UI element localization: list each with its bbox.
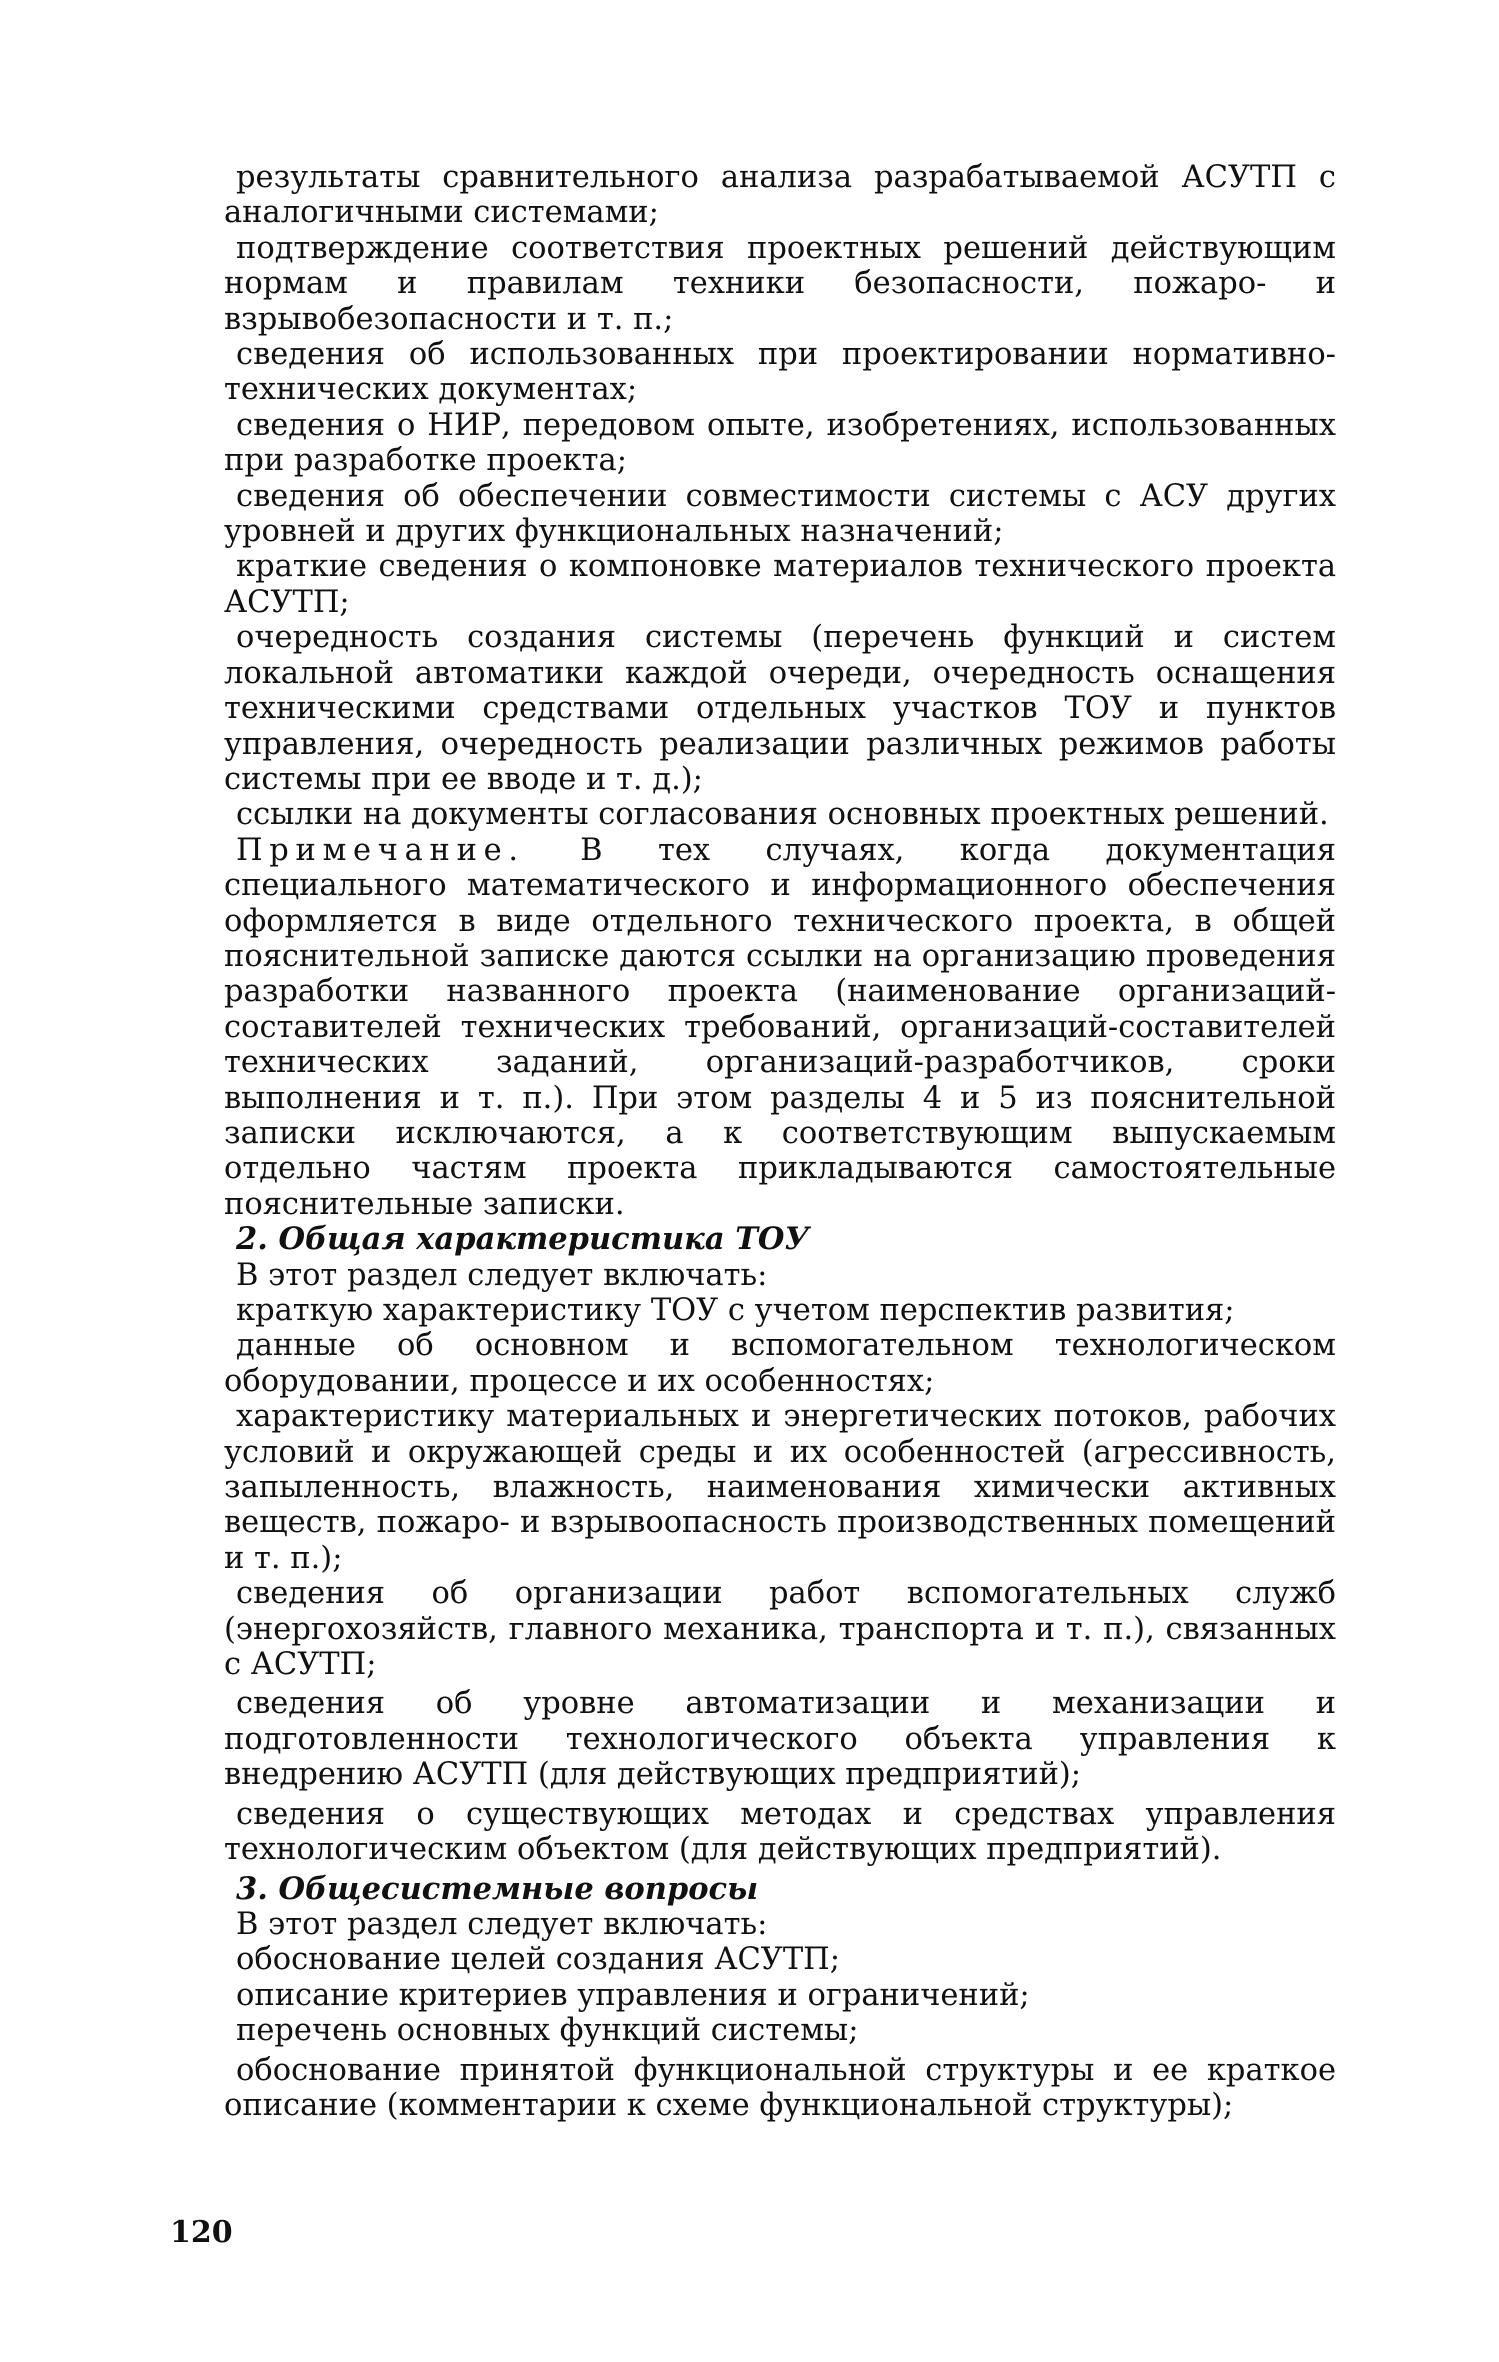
section-3-item: описание критериев управления и ограничений; <box>236 1977 1030 2013</box>
section-3-item: обоснование целей создания АСУТП; <box>236 1942 841 1978</box>
section-2-item: сведения об уровне автоматизации и механизации и подготовленности технологического объекта управления к внедрению АСУТП (для действующих предприятий); <box>224 1686 1336 1793</box>
section-3-item: перечень основных функций системы; <box>236 2013 859 2049</box>
note-text: В тех случаях, когда документация специального математического и информационного обеспечения оформляется в виде отдельного технического проекта, в общей пояснительной записке даются ссылки на организацию проведения разработки названного проекта (наименование организаций-составителей технических требований, организаций-составителей технических заданий, организаций-разработчиков, сроки выполнения и т. п.). При этом разделы 4 и 5 из пояснительной записки исключаются, а к соответствующим выпускаемым отдельно частям проекта прикладываются самостоятельные пояснительные записки. <box>224 832 1336 1222</box>
paragraph-layout-materials: краткие сведения о компоновке материалов технического проекта АСУТП; <box>224 549 1336 620</box>
paragraph-normative-docs: сведения об использованных при проектировании нормативно-технических документах; <box>224 337 1336 408</box>
paragraph-compatibility: сведения об обеспечении совместимости системы с АСУ других уровней и других функциональных назначений; <box>224 478 1336 550</box>
section-3-item: обоснование принятой функциональной структуры и ее краткое описание (комментарии к схеме функциональной структуры); <box>224 2052 1336 2123</box>
paragraph-creation-order: очередность создания системы (перечень функций и систем локальной автоматики каждой очереди, очередность оснащения техническими средствами отдельных участков ТОУ и пунктов управления, очередность реализации различных режимов работы системы при ее вводе и т. д.); <box>224 620 1336 797</box>
section-3-heading: 3. Общесистемные вопросы <box>236 1870 759 1907</box>
note-paragraph <box>224 833 1336 1222</box>
page-number: 120 <box>170 2215 233 2250</box>
section-2-item: сведения об организации работ вспомогательных служб (энергохозяйств, главного механика, транспорта и т. п.), связанных с АСУТП; <box>224 1576 1336 1683</box>
paragraph-approval-links: ссылки на документы согласования основных проектных решений. <box>236 797 1329 833</box>
section-2-item: сведения о существующих методах и средствах управления технологическим объектом (для действующих предприятий). <box>224 1796 1336 1868</box>
section-2-item: краткую характеристику ТОУ с учетом перспектив развития; <box>236 1293 1235 1328</box>
section-2-item: характеристику материальных и энергетических потоков, рабочих условий и окружающей среды и их особенностей (агрессивность, запыленность, влажность, наименования химически активных веществ, пожаро- и взрывоопасность производственных помещений и т. п.); <box>224 1399 1336 1576</box>
section-3-intro: В этот раздел следует включать: <box>236 1906 768 1942</box>
paragraph-safety-compliance: подтверждение соответствия проектных решений действующим нормам и правилам техники безопасности, пожаро- и взрывобезопасности и т. п.; <box>224 230 1336 337</box>
paragraph-comparative-analysis: результаты сравнительного анализа разрабатываемой АСУТП с аналогичными системами; <box>224 160 1336 231</box>
note-label: Примечание. <box>236 832 525 868</box>
section-2-heading: 2. Общая характеристика ТОУ <box>236 1221 810 1258</box>
section-2-intro: В этот раздел следует включать: <box>236 1257 768 1293</box>
paragraph-research-info: сведения о НИР, передовом опыте, изобретениях, использованных при разработке проекта; <box>224 407 1336 479</box>
section-2-item: данные об основном и вспомогательном технологическом оборудовании, процессе и их особенностях; <box>224 1328 1336 1399</box>
document-page <box>224 160 1336 2123</box>
